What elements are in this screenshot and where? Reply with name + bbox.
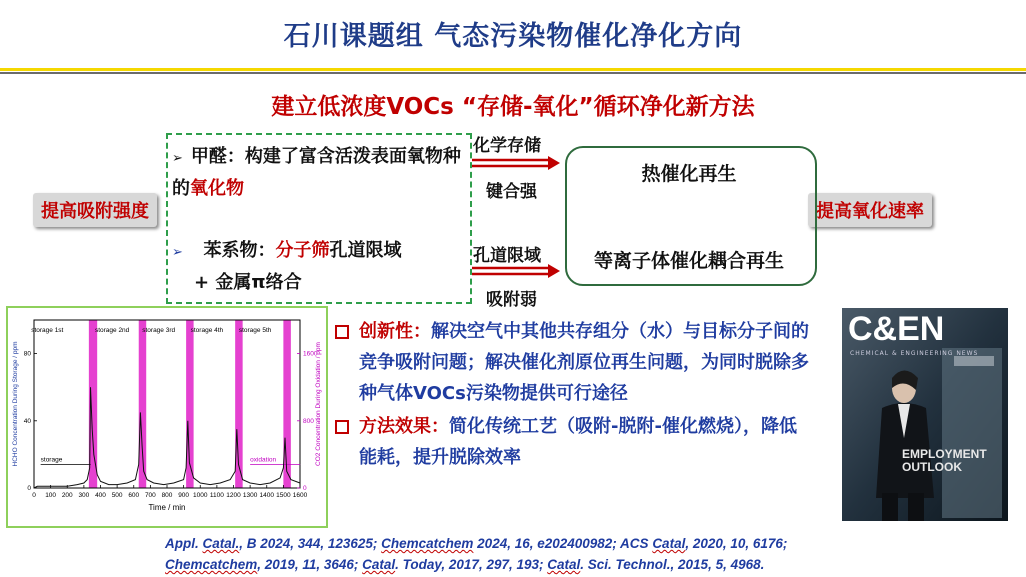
references-line-2	[165, 557, 764, 572]
innovation-item	[333, 316, 813, 409]
oxide-highlight: 氧化物	[190, 178, 244, 199]
reference-text: , 2019, 11, 3646;	[257, 557, 363, 572]
hcho-series-line	[34, 387, 300, 488]
annotation-label: oxidation	[250, 456, 277, 464]
effect-item	[333, 411, 813, 473]
x-tick-label: 1600	[292, 492, 308, 499]
x-tick-label: 200	[61, 492, 73, 499]
journal-abbrev: Chemcatchem	[165, 557, 258, 572]
storage-label: storage 4th	[190, 327, 224, 334]
y-tick-label-right: 1600	[303, 350, 318, 358]
reference-text: Appl.	[165, 536, 203, 551]
x-tick-label: 1300	[242, 492, 258, 499]
effect-head: 方法效果：	[359, 416, 449, 437]
double-arrow-icon	[470, 264, 560, 278]
y-tick-label-left: 40	[23, 417, 31, 425]
y-tick-label-right: 800	[303, 417, 314, 425]
storage-label: storage 2nd	[94, 327, 130, 334]
confinement-text: 孔道限域	[329, 240, 402, 261]
thermal-regeneration-text: 热催化再生	[641, 163, 737, 185]
x-tick-label: 500	[111, 492, 123, 499]
journal-abbrev: Catal	[547, 557, 581, 572]
y-tick-label-right: 0	[303, 485, 307, 492]
arrow-bullet-icon: ➢	[172, 151, 183, 166]
reference-text: , 2020, 10, 6176;	[685, 536, 788, 551]
x-tick-label: 1200	[226, 492, 241, 499]
adsorption-strength-label: 提高吸附强度	[33, 193, 157, 227]
journal-abbrev: Chemcatchem	[381, 536, 474, 551]
storage-label: storage 5th	[238, 327, 272, 334]
journal-abbrev: Catal	[362, 557, 396, 572]
y-axis-label-left: HCHO Concentration During Storage / ppm	[12, 341, 19, 467]
innovation-list	[333, 316, 813, 473]
x-tick-label: 700	[144, 492, 156, 499]
x-tick-label: 600	[128, 492, 140, 499]
innovation-text: 解决空气中其他共存组分（水）与目标分子间的竞争吸附问题；解决催化剂原位再生问题，为同时脱除多种气体VOCs污染物提供可行途径	[359, 321, 809, 404]
references-line-1	[165, 536, 787, 551]
benzene-text: 苯系物：	[203, 240, 276, 261]
effect-text: 简化传统工艺（吸附-脱附-催化燃烧），降低能耗，提升脱除效率	[359, 416, 797, 468]
strong-bonding-label: 键合强	[486, 182, 537, 202]
reference-text: . Sci. Technol., 2015, 5, 4968.	[580, 557, 765, 572]
x-tick-label: 900	[178, 492, 190, 499]
pore-confinement-label: 孔道限域	[473, 246, 541, 266]
x-tick-label: 800	[161, 492, 173, 499]
metal-complex-text: + 金属π络合	[194, 272, 302, 293]
storage-label: storage 1st	[31, 327, 64, 334]
y-tick-label-left: 0	[27, 485, 31, 492]
slide-subtitle: 建立低浓度VOCs “存储-氧化”循环净化新方法	[271, 94, 755, 120]
oxidation-rate-label: 提高氧化速率	[808, 193, 932, 227]
zeolite-highlight: 分子筛	[275, 240, 330, 261]
square-bullet-icon	[335, 325, 349, 339]
x-tick-label: 0	[32, 492, 36, 499]
reference-text: 2024, 16, e202400982; ACS	[473, 536, 653, 551]
x-tick-label: 1100	[209, 492, 224, 499]
reference-text: . Today, 2017, 297, 193;	[395, 557, 548, 572]
oxidation-band	[139, 320, 146, 488]
x-tick-label: 1500	[276, 492, 291, 499]
chemical-storage-label: 化学存储	[473, 136, 541, 156]
x-tick-label: 1400	[259, 492, 274, 499]
innovation-head: 创新性：	[359, 321, 431, 342]
formaldehyde-text: 甲醛：构建了富含活泼表面氧物种的	[172, 146, 461, 199]
x-tick-label: 100	[45, 492, 57, 499]
arrow-bullet-icon: ➢	[172, 245, 183, 260]
journal-abbrev: Catal.	[202, 536, 240, 551]
plasma-regeneration-text: 等离子体催化耦合再生	[593, 250, 784, 272]
title-rule-yellow	[0, 68, 1026, 71]
cover-logo: C&EN	[848, 310, 945, 348]
x-tick-label: 400	[95, 492, 106, 499]
oxidation-band	[283, 320, 290, 488]
y-axis-label-right: CO2 Concentration During Oxidation / ppm	[315, 342, 322, 466]
benzene-bullet	[172, 236, 467, 298]
formaldehyde-bullet	[172, 142, 467, 204]
x-tick-label: 300	[78, 492, 90, 499]
x-axis-label: Time / min	[148, 503, 186, 512]
weak-adsorption-label: 吸附弱	[486, 290, 537, 310]
cover-headline: EMPLOYMENT OUTLOOK	[902, 447, 987, 474]
page-title: 石川课题组 气态污染物催化净化方向	[283, 21, 743, 52]
storage-oxidation-chart	[6, 306, 328, 528]
cover-subtitle: CHEMICAL & ENGINEERING NEWS	[850, 350, 979, 357]
square-bullet-icon	[335, 420, 349, 434]
x-tick-label: 1000	[193, 492, 208, 499]
reference-text: , B 2024, 344, 123625;	[239, 536, 382, 551]
y-tick-label-left: 80	[23, 350, 31, 358]
storage-label: storage 3rd	[142, 327, 176, 334]
annotation-label: storage	[40, 456, 63, 464]
title-rule-gray	[0, 72, 1026, 74]
double-arrow-icon	[470, 156, 560, 170]
journal-abbrev: Catal	[652, 536, 686, 551]
chart-svg	[8, 308, 326, 526]
magazine-cover-image	[842, 308, 1008, 521]
